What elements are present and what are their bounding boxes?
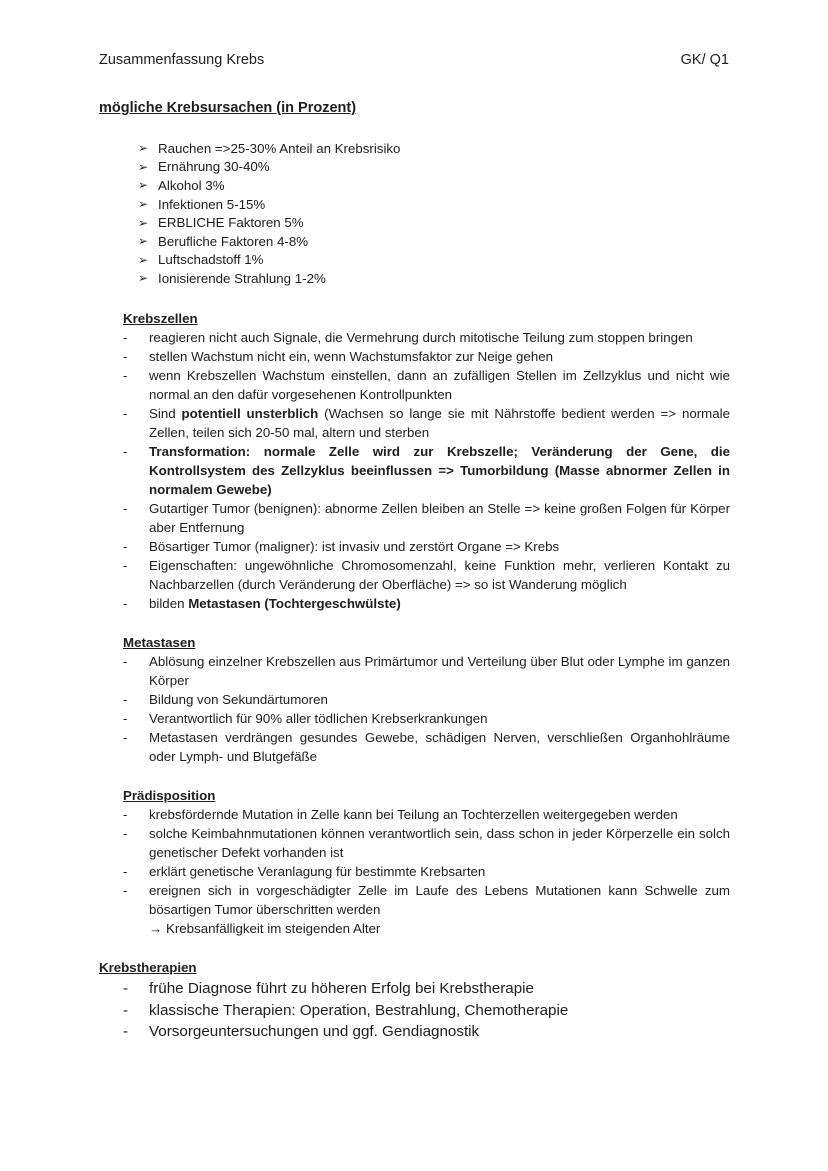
list-item (123, 594, 730, 613)
item-text: Gutartiger Tumor (benignen): abnorme Zellen bleiben an Stelle => keine großen Folgen für Körper aber Entfernung (149, 501, 730, 535)
cause-item (138, 158, 400, 177)
dash-bullet-icon: - (123, 883, 128, 898)
list-item (123, 1000, 739, 1022)
cause-item (138, 251, 400, 270)
list-item (123, 824, 730, 862)
dash-bullet-icon: - (123, 349, 128, 364)
item-text: Bildung von Sekundärtumoren (149, 692, 328, 707)
dash-bullet-icon: - (123, 558, 128, 573)
page-header (99, 51, 729, 69)
item-text: solche Keimbahnmutationen können verantwortlich sein, dass schon in jeder Körperzelle ein solch genetischer Defekt vorhanden ist (149, 826, 730, 860)
item-text: klassische Therapien: Operation, Bestrahlung, Chemotherapie (149, 1001, 569, 1019)
krebstherapien-list (123, 978, 739, 1043)
arrow-bullet-icon: ➢ (138, 141, 149, 156)
cause-text: Infektionen 5-15% (158, 196, 266, 212)
dash-bullet-icon: - (123, 864, 128, 879)
cause-text: Berufliche Faktoren 4-8% (158, 233, 309, 249)
arrow-bullet-icon: ➢ (138, 271, 149, 286)
cause-item (138, 195, 400, 214)
cause-text: ERBLICHE Faktoren 5% (158, 215, 304, 231)
arrow-bullet-icon: ➢ (138, 234, 149, 249)
list-item (123, 709, 730, 728)
age-note: → Krebsanfälligkeit im steigenden Alter (149, 921, 381, 936)
dash-bullet-icon: - (123, 1023, 129, 1040)
list-item (123, 881, 730, 919)
dash-bullet-icon: - (123, 807, 128, 822)
list-item (123, 328, 730, 347)
list-item (123, 404, 730, 442)
list-item (123, 347, 730, 366)
page-title: mögliche Krebsursachen (in Prozent) (99, 100, 357, 116)
krebszellen-list (123, 328, 730, 613)
list-item (123, 978, 739, 1000)
list-item (123, 366, 730, 404)
causes-list (138, 139, 400, 288)
item-text: Metastasen verdrängen gesundes Gewebe, schädigen Nerven, verschließen Organhohlräume oder Lymph- und Blutgefäße (149, 730, 730, 764)
item-text: Ablösung einzelner Krebszellen aus Primärtumor und Verteilung über Blut oder Lymphe im ganzen Körper (149, 654, 730, 688)
section-heading: Krebstherapien (99, 960, 197, 975)
list-item (123, 862, 730, 881)
item-text: erklärt genetische Veranlagung für bestimmte Krebsarten (149, 864, 486, 879)
dash-bullet-icon: - (123, 980, 129, 997)
dash-bullet-icon: - (123, 711, 128, 726)
cause-item (138, 213, 400, 232)
cause-text: Luftschadstoff 1% (158, 252, 264, 268)
bold-text: potentiell unsterblich (181, 406, 319, 421)
header-course: GK/ Q1 (680, 52, 729, 68)
item-text: Eigenschaften: ungewöhnliche Chromosomenzahl, keine Funktion mehr, verlieren Kontakt zu Nachbarzellen (durch Veränderung der Oberfläche) => so ist Wanderung möglich (149, 558, 730, 592)
section-krebszellen (123, 309, 730, 613)
item-text: stellen Wachstum nicht ein, wenn Wachstumsfaktor zur Neige gehen (149, 349, 554, 364)
bold-text: Transformation: normale Zelle wird zur Krebszelle; Veränderung der Gene, die Kontrollsystem des Zellzyklus beeinflussen => Tumorbildung (Masse abnormer Zellen in normalem Gewebe) (149, 444, 730, 497)
item-text: frühe Diagnose führt zu höheren Erfolg bei Krebstherapie (149, 980, 534, 997)
arrow-bullet-icon: ➢ (138, 159, 149, 174)
dash-bullet-icon: - (123, 539, 128, 554)
item-text: Bösartiger Tumor (maligner): ist invasiv und zerstört Organe => Krebs (149, 539, 560, 554)
cause-item (138, 139, 400, 158)
arrow-bullet-icon: ➢ (138, 178, 149, 193)
section-krebstherapien (99, 958, 739, 1043)
list-item (123, 499, 730, 537)
item-text: (Wachsen so lange sie mit Nährstoffe bedient werden => normale Zellen, teilen sich 20-50 mal, altern und sterben (149, 406, 730, 440)
dash-bullet-icon: - (123, 1001, 129, 1019)
dash-bullet-icon: - (123, 368, 128, 383)
section-heading: Metastasen (123, 635, 196, 650)
arrow-bullet-icon: ➢ (138, 215, 149, 230)
list-item (123, 556, 730, 594)
dash-bullet-icon: - (123, 501, 128, 516)
item-text: wenn Krebszellen Wachstum einstellen, dann an zufälligen Stellen im Zellzyklus und nicht wie normal an den dafür vorgesehenen Kontrollpunkten (149, 368, 730, 402)
cause-item (138, 176, 400, 195)
list-item (123, 728, 730, 766)
dash-bullet-icon: - (123, 654, 128, 669)
dash-bullet-icon: - (123, 692, 128, 707)
item-text: Vorsorgeuntersuchungen und ggf. Gendiagnostik (149, 1023, 480, 1040)
list-item (123, 442, 730, 499)
cause-text: Ernährung 30-40% (158, 159, 270, 175)
arrow-bullet-icon: ➢ (138, 197, 149, 212)
section-heading: Krebszellen (123, 311, 198, 326)
dash-bullet-icon: - (123, 444, 128, 459)
cause-text: Alkohol 3% (158, 177, 225, 193)
item-text: Verantwortlich für 90% aller tödlichen Krebserkrankungen (149, 711, 488, 726)
bold-text: Metastasen (Tochtergeschwülste) (188, 596, 401, 611)
metastasen-list (123, 652, 730, 766)
item-text: reagieren nicht auch Signale, die Vermehrung durch mitotische Teilung zum stoppen bringen (149, 330, 693, 345)
dash-bullet-icon: - (123, 730, 128, 745)
dash-bullet-icon: - (123, 596, 128, 611)
section-heading: Prädisposition (123, 788, 216, 803)
dash-bullet-icon: - (123, 330, 128, 345)
item-text: krebsfördernde Mutation in Zelle kann bei Teilung an Tochterzellen weitergegeben werden (149, 807, 678, 822)
section-metastasen (123, 633, 730, 766)
cause-text: Rauchen =>25-30% Anteil an Krebsrisiko (158, 140, 401, 156)
section-praedisposition (123, 786, 730, 938)
dash-bullet-icon: - (123, 406, 128, 421)
cause-item (138, 269, 400, 288)
dash-bullet-icon: - (123, 826, 128, 841)
item-text: bilden (149, 596, 189, 611)
cause-text: Ionisierende Strahlung 1-2% (158, 270, 326, 286)
item-text: Sind (149, 406, 182, 421)
praedisposition-list (123, 805, 730, 919)
list-item (123, 652, 730, 690)
list-item (123, 805, 730, 824)
header-title: Zusammenfassung Krebs (99, 52, 265, 68)
arrow-bullet-icon: ➢ (138, 252, 149, 267)
list-item (123, 1021, 739, 1043)
item-text: ereignen sich in vorgeschädigter Zelle im Laufe des Lebens Mutationen kann Schwelle zum bösartigen Tumor überschritten werden (149, 883, 730, 917)
list-item (123, 690, 730, 709)
list-item (123, 537, 730, 556)
cause-item (138, 232, 400, 251)
